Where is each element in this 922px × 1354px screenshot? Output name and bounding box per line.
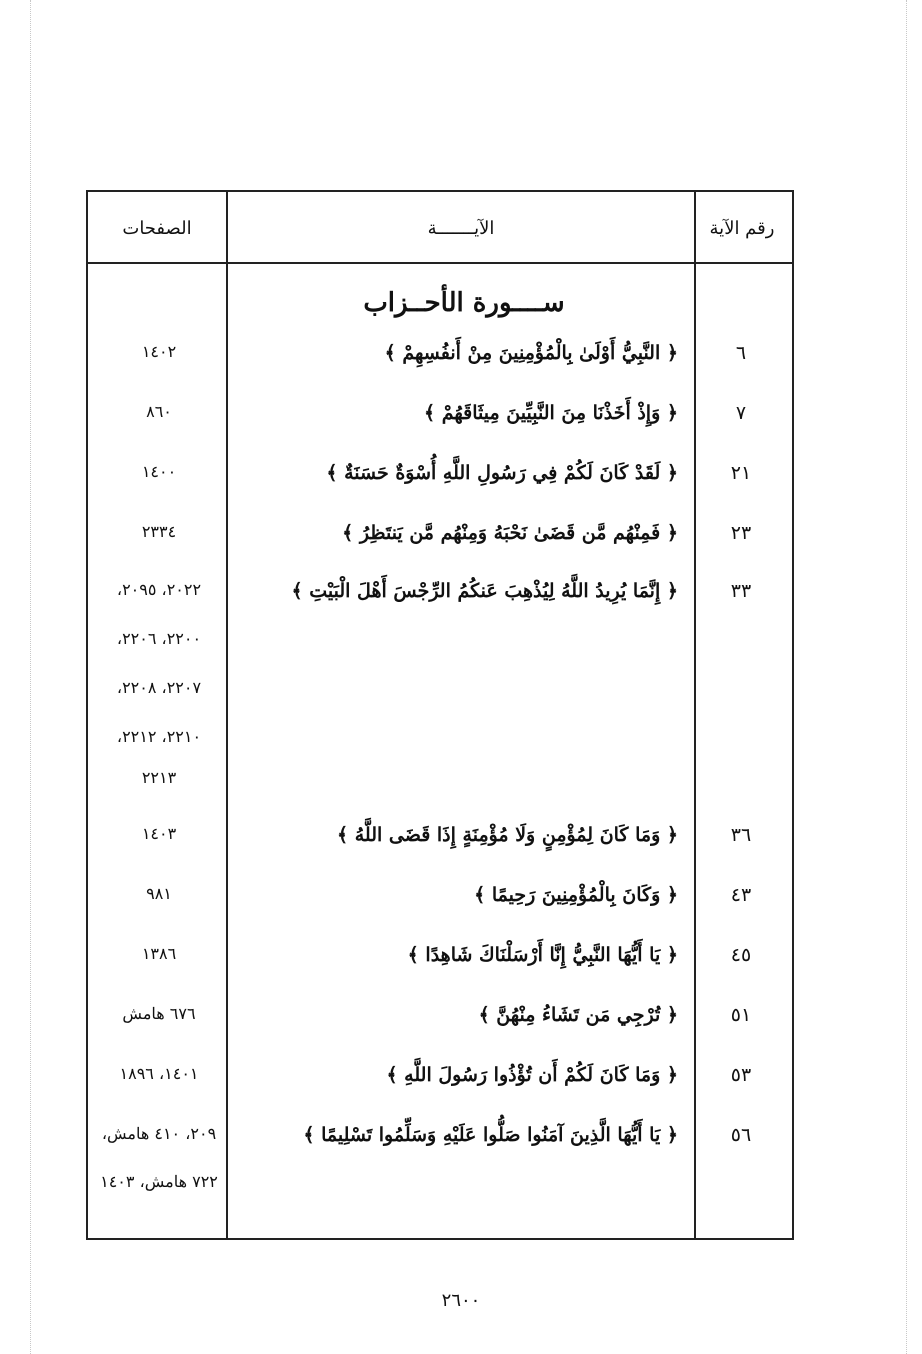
page-references: ١٤٠١، ١٨٩٦ <box>119 1064 199 1083</box>
table-row <box>88 944 792 984</box>
verse-text: ﴿ يَا أَيُّهَا الَّذِينَ آمَنُوا صَلُّوا عَلَيْهِ وَسَلِّمُوا تَسْلِيمًا ﴾ <box>303 1124 678 1146</box>
verse-number: ٧ <box>735 402 747 424</box>
header-verse-number: رقم الآية <box>709 218 775 239</box>
table-row <box>88 1124 792 1164</box>
verse-number: ٤٥ <box>730 944 752 966</box>
verse-text: ﴿ وَمَا كَانَ لِمُؤْمِنٍ وَلَا مُؤْمِنَةٍ إِذَا قَضَى اللَّهُ ﴾ <box>336 824 678 846</box>
page-references: ٢٢٠٧، ٢٢٠٨، <box>116 678 202 697</box>
page-references: ٦٧٦ هامش <box>122 1004 196 1023</box>
table-row <box>88 824 792 864</box>
table-row <box>88 522 792 562</box>
verse-text: ﴿ يَا أَيُّهَا النَّبِيُّ إِنَّا أَرْسَلْنَاكَ شَاهِدًا ﴾ <box>407 944 678 966</box>
verse-number: ٤٣ <box>730 884 752 906</box>
table-row <box>88 342 792 382</box>
scan-margin-right <box>906 0 907 1354</box>
verse-text: ﴿ وَمَا كَانَ لَكُمْ أَن تُؤْذُوا رَسُولَ اللَّهِ ﴾ <box>386 1064 678 1086</box>
page-references: ٢٢١٣ <box>141 768 177 787</box>
table-row <box>88 727 792 767</box>
verse-number: ٦ <box>735 342 747 364</box>
header-divider <box>88 262 792 264</box>
header-pages: الصفحات <box>122 218 192 239</box>
verse-number: ٣٣ <box>730 580 752 602</box>
index-table <box>86 190 794 1240</box>
table-row <box>88 678 792 718</box>
verse-text: ﴿ لَقَدْ كَانَ لَكُمْ فِي رَسُولِ اللَّهِ أُسْوَةٌ حَسَنَةٌ ﴾ <box>326 462 678 484</box>
verse-text: ﴿ إِنَّمَا يُرِيدُ اللَّهُ لِيُذْهِبَ عَنكُمُ الرِّجْسَ أَهْلَ الْبَيْتِ ﴾ <box>291 580 678 602</box>
page-references: ٢٠٢٢، ٢٠٩٥، <box>116 580 202 599</box>
scan-margin-left <box>30 0 31 1354</box>
page-number: ٢٦٠٠ <box>441 1290 481 1311</box>
page-references: ٢٢٠٠، ٢٢٠٦، <box>116 629 202 648</box>
page-references: ٩٨١ <box>146 884 172 903</box>
page-references: ١٣٨٦ <box>141 944 177 963</box>
page-references: ٢٢١٠، ٢٢١٢، <box>116 727 202 746</box>
header-verse: الآيـــــــة <box>427 218 495 239</box>
verse-number: ٣٦ <box>730 824 752 846</box>
table-row <box>88 1064 792 1104</box>
verse-text: ﴿ فَمِنْهُم مَّن قَضَىٰ نَحْبَهُ وَمِنْهُم مَّن يَنتَظِرُ ﴾ <box>342 522 678 544</box>
page-references: ٧٢٢ هامش، ١٤٠٣ <box>100 1172 218 1191</box>
page-references: ٢٣٣٤ <box>141 522 177 541</box>
table-row <box>88 1172 792 1212</box>
verse-text: ﴿ تُرْجِي مَن تَشَاءُ مِنْهُنَّ ﴾ <box>478 1004 678 1026</box>
table-row <box>88 768 792 808</box>
verse-number: ٢١ <box>730 462 752 484</box>
table-row <box>88 1004 792 1044</box>
page-references: ١٤٠٣ <box>141 824 177 843</box>
table-row <box>88 462 792 502</box>
verse-number: ٥٦ <box>730 1124 752 1146</box>
verse-text: ﴿ النَّبِيُّ أَوْلَىٰ بِالْمُؤْمِنِينَ مِنْ أَنفُسِهِمْ ﴾ <box>384 342 678 364</box>
page-references: ٨٦٠ <box>146 402 172 421</box>
surah-title: ســــورة الأحــزاب <box>363 288 565 318</box>
table-row <box>88 884 792 924</box>
page-references: ١٤٠٠ <box>141 462 177 481</box>
page-references: ١٤٠٢ <box>141 342 177 361</box>
table-row <box>88 402 792 442</box>
verse-text: ﴿ وَكَانَ بِالْمُؤْمِنِينَ رَحِيمًا ﴾ <box>474 884 678 906</box>
table-row <box>88 629 792 669</box>
verse-text: ﴿ وَإِذْ أَخَذْنَا مِنَ النَّبِيِّينَ مِيثَاقَهُمْ ﴾ <box>424 402 678 424</box>
page-references: ٢٠٩، ٤١٠ هامش، <box>101 1124 217 1143</box>
verse-number: ٥١ <box>730 1004 752 1026</box>
verse-number: ٢٣ <box>730 522 752 544</box>
verse-number: ٥٣ <box>730 1064 752 1086</box>
table-row <box>88 580 792 620</box>
